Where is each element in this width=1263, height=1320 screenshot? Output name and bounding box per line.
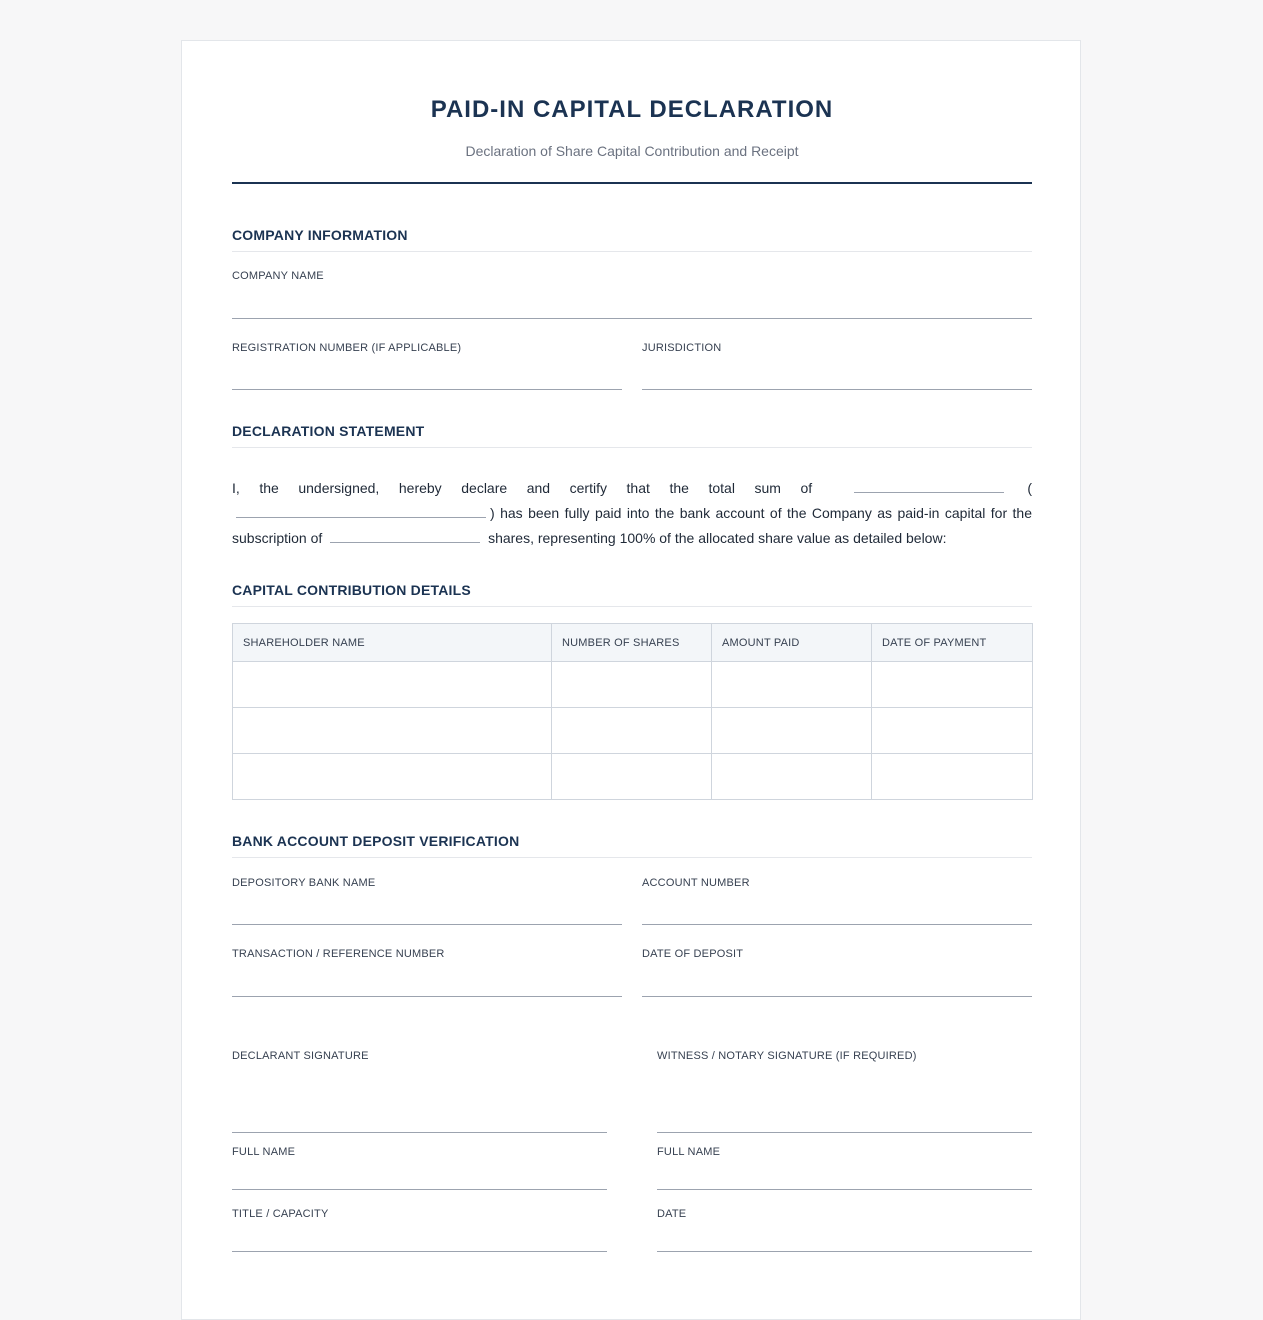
table-cell[interactable]	[552, 754, 712, 800]
registration-number-field[interactable]	[232, 389, 622, 390]
signature-date-label: DATE	[657, 1208, 687, 1220]
title-capacity-field[interactable]	[232, 1251, 607, 1252]
title-divider	[232, 182, 1032, 184]
column-header-shareholder-name: SHAREHOLDER NAME	[233, 624, 552, 662]
jurisdiction-field[interactable]	[642, 389, 1032, 390]
transaction-reference-field[interactable]	[232, 996, 622, 997]
date-of-deposit-label: DATE OF DEPOSIT	[642, 948, 744, 960]
company-name-label: COMPANY NAME	[232, 270, 324, 282]
share-count-field[interactable]	[330, 528, 480, 543]
table-header-row	[233, 624, 1033, 662]
date-of-deposit-field[interactable]	[642, 996, 1032, 997]
transaction-reference-label: TRANSACTION / REFERENCE NUMBER	[232, 948, 445, 960]
table-cell[interactable]	[872, 754, 1033, 800]
section-capital-contribution: CAPITAL CONTRIBUTION DETAILS	[232, 582, 1032, 607]
declaration-text-part4: shares, representing 100% of the allocated share value as detailed below:	[488, 530, 947, 546]
table-row	[233, 662, 1033, 708]
title-capacity-label: TITLE / CAPACITY	[232, 1208, 329, 1220]
table-cell[interactable]	[552, 708, 712, 754]
declarant-signature-field[interactable]	[232, 1132, 607, 1133]
document-page	[181, 40, 1081, 1320]
table-cell[interactable]	[872, 708, 1033, 754]
table-cell[interactable]	[233, 754, 552, 800]
jurisdiction-label: JURISDICTION	[642, 342, 722, 354]
company-name-field[interactable]	[232, 318, 1032, 319]
account-number-field[interactable]	[642, 924, 1032, 925]
table-cell[interactable]	[712, 708, 872, 754]
signature-date-field[interactable]	[657, 1251, 1032, 1252]
section-declaration-statement: DECLARATION STATEMENT	[232, 423, 1032, 448]
column-header-date-of-payment: DATE OF PAYMENT	[872, 624, 1033, 662]
table-cell[interactable]	[233, 708, 552, 754]
declarant-full-name-field[interactable]	[232, 1189, 607, 1190]
column-header-amount-paid: AMOUNT PAID	[712, 624, 872, 662]
depository-bank-name-field[interactable]	[232, 924, 622, 925]
table-row	[233, 754, 1033, 800]
page-title: PAID-IN CAPITAL DECLARATION	[430, 96, 834, 123]
declarant-full-name-label: FULL NAME	[232, 1146, 296, 1158]
section-bank-verification: BANK ACCOUNT DEPOSIT VERIFICATION	[232, 833, 1032, 858]
total-sum-field[interactable]	[854, 478, 1004, 493]
table-cell[interactable]	[552, 662, 712, 708]
table-row	[233, 708, 1033, 754]
declaration-text-part2: (	[1027, 480, 1032, 496]
amount-in-words-field[interactable]	[236, 503, 486, 518]
witness-full-name-label: FULL NAME	[657, 1146, 721, 1158]
declaration-text-part3: ) has been fully paid into the bank account of the Company as paid-in capital for the subscription of	[232, 505, 1032, 546]
witness-signature-field[interactable]	[657, 1132, 1032, 1133]
column-header-number-of-shares: NUMBER OF SHARES	[552, 624, 712, 662]
table-cell[interactable]	[712, 662, 872, 708]
registration-number-label: REGISTRATION NUMBER (IF APPLICABLE)	[232, 342, 462, 354]
section-company-information: COMPANY INFORMATION	[232, 227, 1032, 252]
declarant-signature-label: DECLARANT SIGNATURE	[232, 1050, 369, 1062]
witness-full-name-field[interactable]	[657, 1189, 1032, 1190]
declaration-text-part1: I, the undersigned, hereby declare and certify that the total sum of	[232, 480, 813, 496]
table-cell[interactable]	[233, 662, 552, 708]
page-subtitle: Declaration of Share Capital Contribution and Receipt	[465, 143, 799, 159]
witness-signature-label: WITNESS / NOTARY SIGNATURE (IF REQUIRED)	[657, 1050, 917, 1062]
declaration-paragraph	[232, 476, 1032, 551]
contribution-table	[232, 623, 1033, 800]
table-cell[interactable]	[872, 662, 1033, 708]
table-cell[interactable]	[712, 754, 872, 800]
depository-bank-name-label: DEPOSITORY BANK NAME	[232, 877, 376, 889]
account-number-label: ACCOUNT NUMBER	[642, 877, 750, 889]
